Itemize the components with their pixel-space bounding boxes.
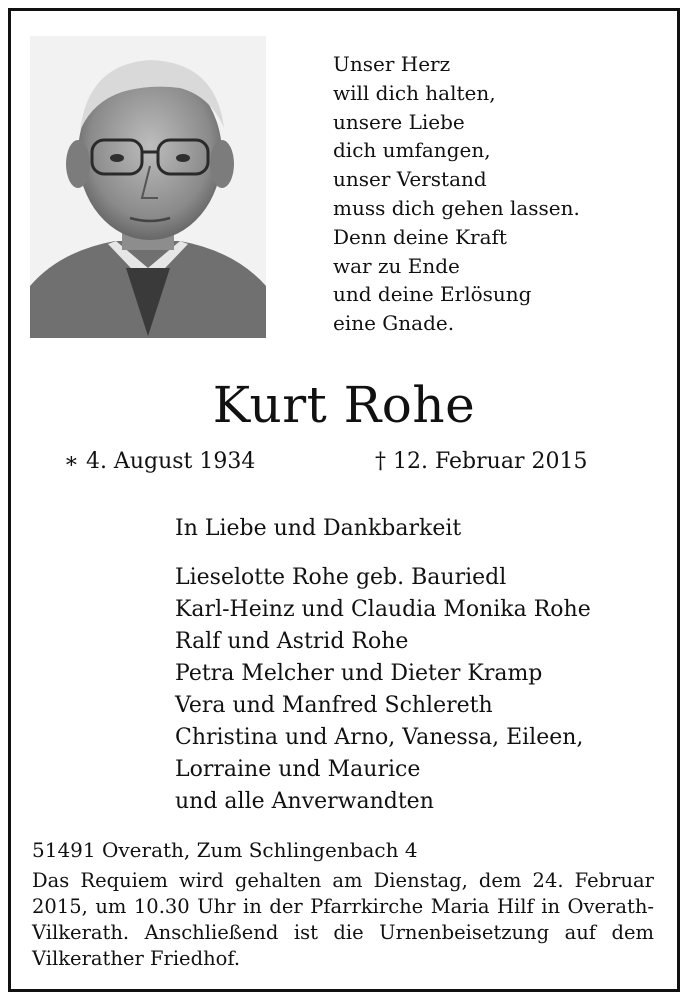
mourners-list — [175, 562, 591, 818]
birth-date: ∗ 4. August 1934 — [64, 449, 256, 474]
dedication-line: In Liebe und Dankbarkeit — [175, 516, 462, 541]
poem — [333, 50, 653, 338]
mourner-line: Petra Melcher und Dieter Kramp — [175, 661, 543, 686]
mourner-line: und alle Anverwandten — [175, 789, 434, 814]
mourner-line: Karl-Heinz und Claudia Monika Rohe — [175, 597, 591, 622]
family-address: 51491 Overath, Zum Schlingenbach 4 — [32, 838, 418, 862]
portrait-illustration — [30, 36, 266, 338]
poem-line: muss dich gehen lassen. — [333, 195, 580, 220]
poem-line: Unser Herz — [333, 52, 451, 76]
poem-line: unser Verstand — [333, 167, 487, 192]
death-date: † 12. Februar 2015 — [375, 449, 588, 474]
deceased-name: Kurt Rohe — [212, 376, 476, 434]
poem-line: und deine Erlösung — [333, 282, 532, 307]
requiem-notice: Das Requiem wird gehalten am Dienstag, dem 24. Februar 2015, um 10.30 Uhr in der Pfarrkirche Maria Hilf in Overath-Vilkerath. Anschließend ist die Urnenbeisetzung auf dem Vilkerather Friedhof. — [32, 869, 654, 970]
mourner-line: Ralf und Astrid Rohe — [175, 629, 409, 654]
poem-line: eine Gnade. — [333, 311, 455, 336]
mourner-line: Lieselotte Rohe geb. Bauriedl — [175, 565, 507, 590]
poem-line: Denn deine Kraft — [333, 224, 507, 249]
poem-line: dich umfangen, — [333, 138, 491, 163]
poem-line: war zu Ende — [333, 253, 460, 278]
mourner-line: Vera und Manfred Schlereth — [175, 693, 493, 718]
poem-line: unsere Liebe — [333, 109, 465, 134]
mourner-line: Christina und Arno, Vanessa, Eileen, — [175, 725, 584, 750]
mourner-line: Lorraine und Maurice — [175, 757, 421, 782]
poem-line: will dich halten, — [333, 80, 496, 105]
portrait-photo — [30, 36, 266, 338]
